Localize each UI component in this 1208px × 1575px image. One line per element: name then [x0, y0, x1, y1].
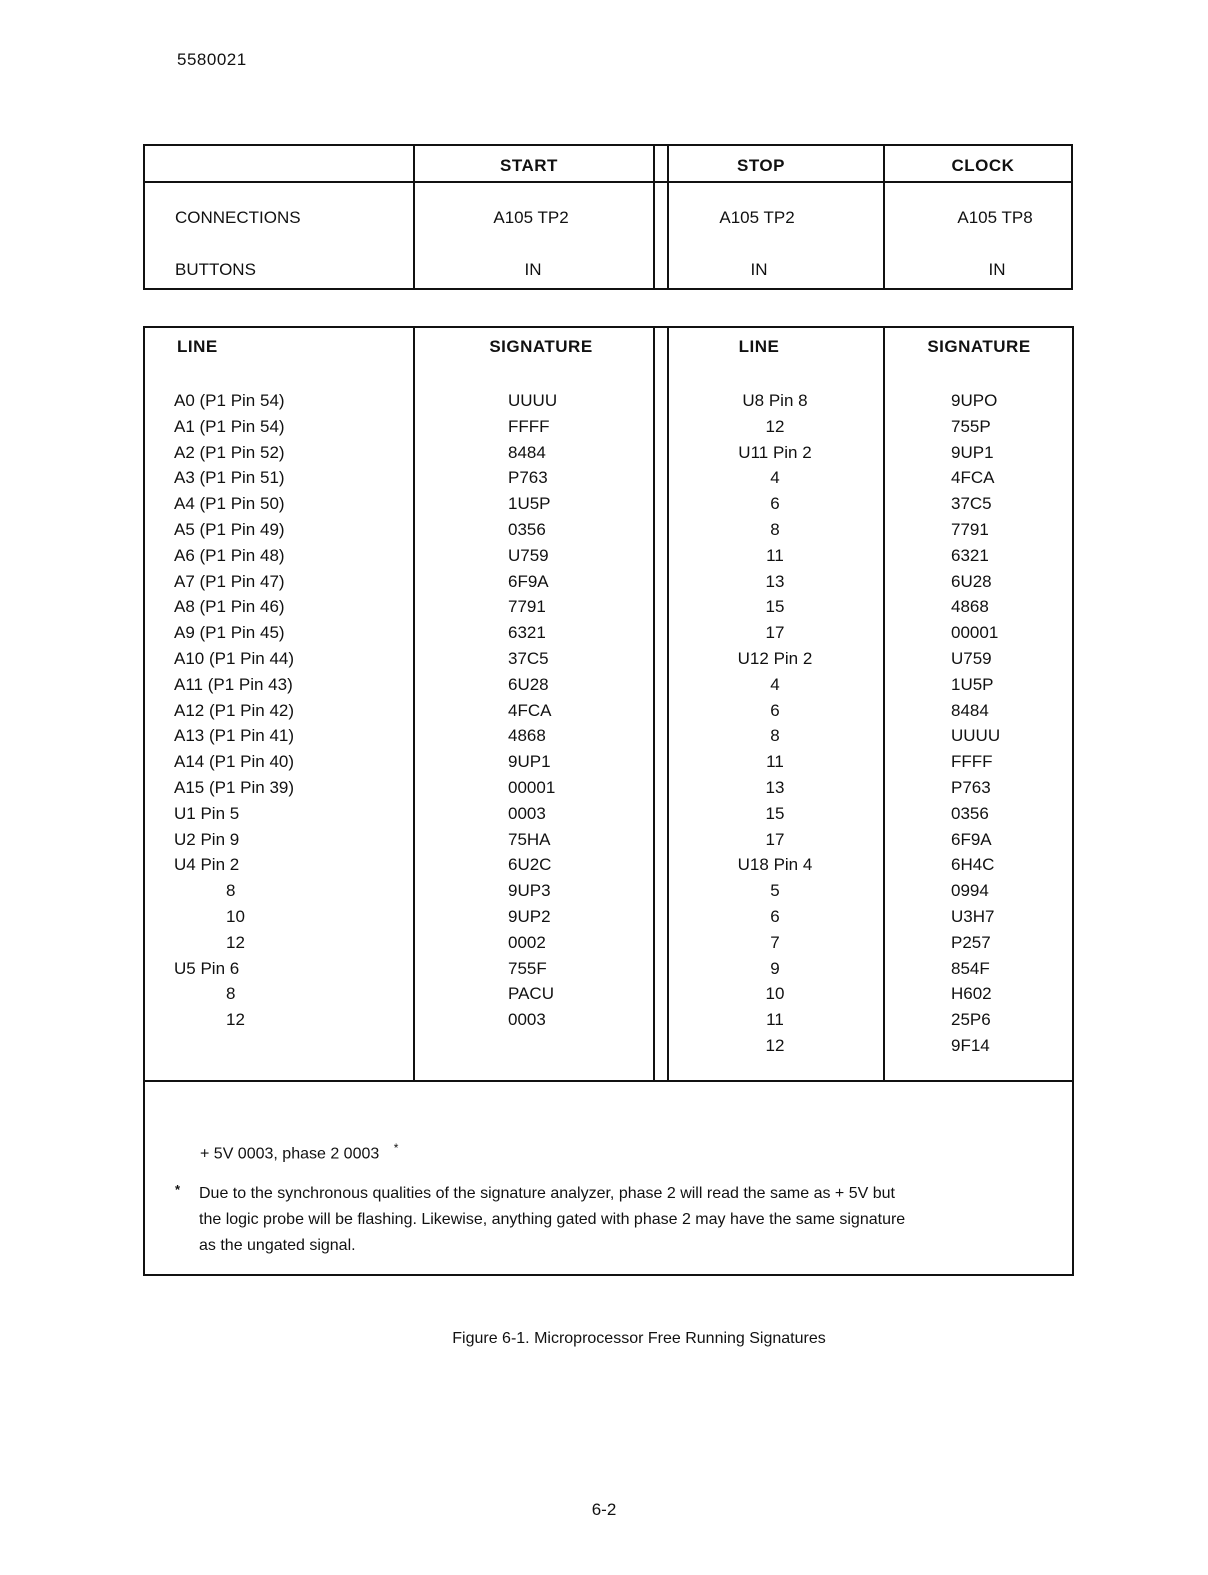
line-cell: 12	[226, 932, 245, 952]
buttons-label: BUTTONS	[175, 260, 256, 279]
line-cell: A15 (P1 Pin 39)	[174, 777, 295, 797]
signature-cell: U759	[951, 648, 992, 668]
signature-cell: 9UP3	[508, 881, 551, 901]
signature-cell: 4868	[951, 597, 989, 617]
signature-cell: 4868	[508, 726, 546, 746]
connections-clock: A105 TP8	[957, 208, 1033, 227]
line-cell: 11	[766, 752, 784, 772]
buttons-clock: IN	[988, 260, 1006, 279]
left-line-column	[174, 388, 404, 1033]
signature-cell: 4FCA	[508, 700, 552, 720]
footnote-line-1: Due to the synchronous qualities of the signature analyzer, phase 2 will read the same as + 5V but	[199, 1185, 895, 1202]
right-line-column	[675, 388, 875, 1059]
signature-cell: 6U2C	[508, 855, 552, 875]
signature-cell: 8484	[951, 700, 989, 720]
line-cell: 12	[765, 416, 785, 436]
line-cell: A1 (P1 Pin 54)	[174, 416, 285, 436]
line-cell: U12 Pin 2	[737, 648, 813, 668]
header-start: START	[500, 156, 558, 175]
footnote-line-3: as the ungated signal.	[199, 1237, 356, 1254]
line-cell: 11	[766, 1010, 784, 1030]
line-cell: A3 (P1 Pin 51)	[174, 468, 285, 488]
line-cell: 12	[765, 1035, 785, 1055]
line-cell: A13 (P1 Pin 41)	[174, 726, 295, 746]
signature-cell: 9F14	[951, 1035, 990, 1055]
signature-cell: 8484	[508, 442, 546, 462]
signature-cell: 4FCA	[951, 468, 995, 488]
line-cell: 8	[226, 984, 236, 1004]
signature-cell: 0994	[951, 881, 989, 901]
line-cell: 8	[226, 881, 236, 901]
footnote-asterisk: *	[175, 1182, 181, 1197]
signature-cell: 0356	[508, 519, 546, 539]
header-stop: STOP	[737, 156, 785, 175]
signature-cell: 0003	[508, 803, 546, 823]
signature-cell: 37C5	[951, 494, 992, 514]
signature-cell: 00001	[951, 623, 999, 643]
signature-cell: 9UPO	[951, 391, 998, 410]
line-cell: A10 (P1 Pin 44)	[174, 648, 295, 668]
line-cell: 7	[770, 932, 780, 952]
header-clock: CLOCK	[951, 156, 1015, 175]
signature-cell: 6321	[951, 545, 989, 565]
signature-cell: 25P6	[951, 1010, 991, 1030]
signature-cell: 1U5P	[508, 494, 551, 514]
supply-line-text: + 5V 0003, phase 2 0003	[200, 1145, 380, 1163]
signature-cell: FFFF	[508, 416, 550, 436]
header-line-right: LINE	[738, 337, 780, 356]
buttons-stop: IN	[750, 260, 768, 279]
doc-number: 5580021	[177, 50, 247, 69]
buttons-start: IN	[524, 260, 542, 279]
signature-cell: 6U28	[508, 674, 549, 694]
signature-cell: 0003	[508, 1010, 546, 1030]
signature-cell: 7791	[951, 519, 989, 539]
signature-cell: H602	[951, 984, 992, 1004]
line-cell: A5 (P1 Pin 49)	[174, 519, 285, 539]
line-cell: A6 (P1 Pin 48)	[174, 545, 285, 565]
line-cell: 9	[770, 958, 780, 978]
line-cell: 13	[765, 777, 785, 797]
signature-cell: 755P	[951, 416, 991, 436]
signature-cell: P763	[951, 777, 991, 797]
line-cell: 17	[765, 829, 785, 849]
line-cell: 6	[770, 700, 780, 720]
left-signature-column	[508, 388, 628, 1033]
line-cell: 10	[226, 906, 245, 926]
line-cell: A9 (P1 Pin 45)	[174, 623, 285, 643]
supply-asterisk: *	[393, 1141, 399, 1155]
signature-cell: 6F9A	[951, 829, 992, 849]
line-cell: 8	[770, 519, 780, 539]
line-cell: 17	[765, 623, 785, 643]
line-cell: 15	[765, 597, 785, 617]
connections-label: CONNECTIONS	[175, 208, 301, 227]
signature-cell: 6321	[508, 623, 546, 643]
line-cell: A0 (P1 Pin 54)	[174, 391, 285, 410]
signature-table	[143, 326, 1074, 1276]
line-cell: A12 (P1 Pin 42)	[174, 700, 295, 720]
line-cell: 10	[765, 984, 785, 1004]
line-cell: A4 (P1 Pin 50)	[174, 494, 285, 514]
right-signature-column	[951, 388, 1071, 1059]
page-number: 6-2	[591, 1500, 617, 1519]
line-cell: 5	[770, 881, 780, 901]
line-cell: A11 (P1 Pin 43)	[174, 674, 293, 694]
signature-cell: 6U28	[951, 571, 992, 591]
line-cell: U5 Pin 6	[174, 958, 240, 978]
signature-cell: 854F	[951, 958, 990, 978]
line-cell: U18 Pin 4	[737, 855, 813, 875]
figure-caption: Figure 6-1. Microprocessor Free Running Signatures	[452, 1330, 826, 1347]
signature-cell: U3H7	[951, 906, 995, 926]
line-cell: 8	[770, 726, 780, 746]
signature-cell: 6H4C	[951, 855, 995, 875]
connections-stop: A105 TP2	[719, 208, 795, 227]
signature-cell: U759	[508, 545, 549, 565]
line-cell: A2 (P1 Pin 52)	[174, 442, 285, 462]
signature-cell: 1U5P	[951, 674, 994, 694]
signature-cell: UUUU	[951, 726, 1001, 746]
signature-cell: 7791	[508, 597, 546, 617]
header-line-left: LINE	[177, 337, 218, 356]
footnote-line-2: the logic probe will be flashing. Likewise, anything gated with phase 2 may have the same signature	[199, 1211, 906, 1228]
signature-cell: 9UP1	[508, 752, 551, 772]
signature-cell: UUUU	[508, 391, 558, 410]
line-cell: A14 (P1 Pin 40)	[174, 752, 295, 772]
signature-cell: 00001	[508, 777, 556, 797]
signature-cell: P763	[508, 468, 548, 488]
line-cell: 4	[770, 468, 780, 488]
signature-cell: 9UP2	[508, 906, 551, 926]
line-cell: 6	[770, 906, 780, 926]
signature-cell: 75HA	[508, 829, 551, 849]
line-cell: A8 (P1 Pin 46)	[174, 597, 285, 617]
line-cell: U11 Pin 2	[738, 442, 812, 462]
connections-start: A105 TP2	[493, 208, 569, 227]
line-cell: U1 Pin 5	[174, 803, 240, 823]
line-cell: 6	[770, 494, 780, 514]
line-cell: 15	[765, 803, 785, 823]
setup-table	[143, 144, 1073, 290]
line-cell: U8 Pin 8	[742, 391, 808, 410]
signature-cell: PACU	[508, 984, 554, 1004]
line-cell: 12	[226, 1010, 245, 1030]
signature-cell: 755F	[508, 958, 547, 978]
line-cell: 13	[765, 571, 785, 591]
line-cell: U4 Pin 2	[174, 855, 240, 875]
signature-cell: 37C5	[508, 648, 549, 668]
supply-note	[200, 1141, 398, 1163]
signature-cell: 9UP1	[951, 442, 994, 462]
line-cell: 4	[770, 674, 780, 694]
signature-cell: P257	[951, 932, 991, 952]
signature-cell: 0002	[508, 932, 546, 952]
line-cell: A7 (P1 Pin 47)	[174, 571, 285, 591]
header-signature-left: SIGNATURE	[489, 337, 593, 356]
signature-cell: FFFF	[951, 752, 993, 772]
line-cell: 11	[766, 545, 784, 565]
signature-cell: 6F9A	[508, 571, 549, 591]
line-cell: U2 Pin 9	[174, 829, 240, 849]
header-signature-right: SIGNATURE	[927, 337, 1031, 356]
signature-cell: 0356	[951, 803, 989, 823]
